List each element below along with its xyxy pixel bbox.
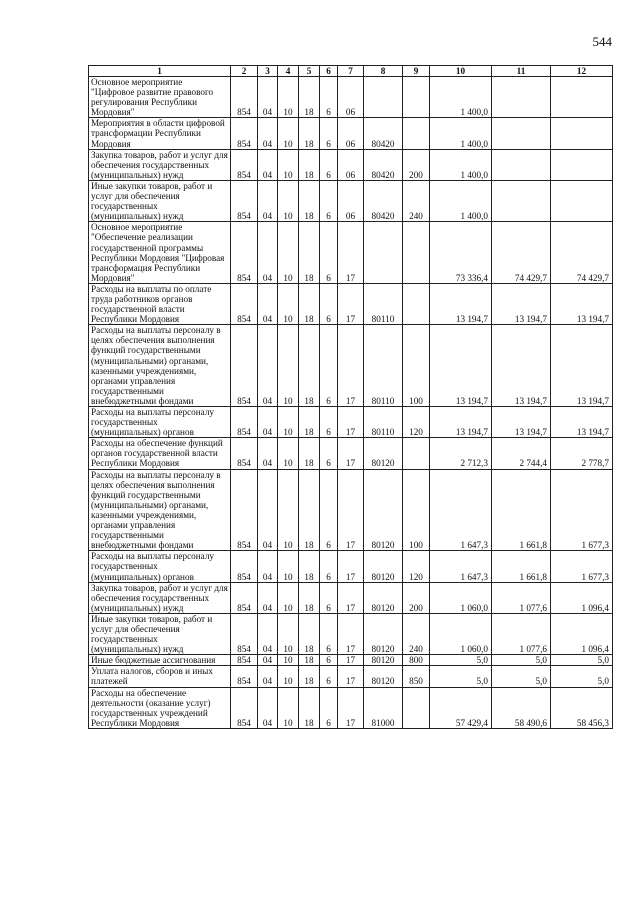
amount-cell: 5,0 (492, 655, 551, 666)
code-cell: 04 (258, 655, 278, 666)
code-cell (403, 118, 430, 149)
amount-cell: 73 336,4 (430, 222, 492, 284)
expense-name-cell: Расходы на обеспечение деятельности (оказание услуг) государственных учреждений Республики Мордовия (89, 687, 231, 728)
amount-cell (551, 180, 613, 221)
code-cell: 240 (403, 613, 430, 654)
amount-cell: 1 661,8 (492, 551, 551, 582)
amount-cell: 2 712,3 (430, 438, 492, 469)
code-cell: 04 (258, 551, 278, 582)
expense-name-cell: Иные закупки товаров, работ и услуг для обеспечения государственных (муниципальных) нужд (89, 180, 231, 221)
code-cell: 80120 (364, 438, 403, 469)
expense-name-cell: Основное мероприятие "Цифровое развитие правового регулирования Республики Мордовия" (89, 77, 231, 118)
code-cell: 17 (338, 551, 364, 582)
code-cell: 10 (278, 582, 299, 613)
amount-cell: 1 096,4 (551, 613, 613, 654)
code-cell (364, 222, 403, 284)
code-cell: 10 (278, 283, 299, 324)
code-cell: 04 (258, 407, 278, 438)
code-cell: 18 (299, 77, 320, 118)
table-row (89, 222, 613, 284)
amount-cell: 1 400,0 (430, 77, 492, 118)
amount-cell: 13 194,7 (492, 407, 551, 438)
amount-cell: 13 194,7 (551, 325, 613, 407)
code-cell: 80420 (364, 118, 403, 149)
code-cell: 10 (278, 222, 299, 284)
code-cell: 10 (278, 325, 299, 407)
code-cell: 06 (338, 118, 364, 149)
amount-cell: 1 096,4 (551, 582, 613, 613)
code-cell: 6 (320, 222, 338, 284)
amount-cell: 58 456,3 (551, 687, 613, 728)
code-cell: 6 (320, 666, 338, 687)
code-cell: 18 (299, 118, 320, 149)
table-row (89, 666, 613, 687)
code-cell: 18 (299, 222, 320, 284)
amount-cell: 1 647,3 (430, 551, 492, 582)
code-cell: 17 (338, 655, 364, 666)
amount-cell: 1 661,8 (492, 469, 551, 551)
code-cell: 17 (338, 222, 364, 284)
code-cell: 6 (320, 118, 338, 149)
amount-cell (492, 77, 551, 118)
expense-name-cell: Расходы на обеспечение функций органов государственной власти Республики Мордовия (89, 438, 231, 469)
table-row (89, 469, 613, 551)
amount-cell: 1 077,6 (492, 613, 551, 654)
table-row (89, 687, 613, 728)
code-cell: 17 (338, 407, 364, 438)
expense-name-cell: Закупка товаров, работ и услуг для обеспечения государственных (муниципальных) нужд (89, 582, 231, 613)
code-cell: 854 (231, 325, 258, 407)
code-cell: 854 (231, 655, 258, 666)
code-cell: 80120 (364, 582, 403, 613)
column-header-2: 2 (231, 66, 258, 77)
amount-cell: 1 400,0 (430, 149, 492, 180)
amount-cell: 57 429,4 (430, 687, 492, 728)
amount-cell (551, 118, 613, 149)
amount-cell: 5,0 (430, 655, 492, 666)
code-cell (403, 77, 430, 118)
code-cell: 6 (320, 655, 338, 666)
amount-cell: 13 194,7 (430, 325, 492, 407)
code-cell: 18 (299, 655, 320, 666)
code-cell: 10 (278, 655, 299, 666)
table-row (89, 551, 613, 582)
code-cell: 854 (231, 551, 258, 582)
code-cell: 04 (258, 582, 278, 613)
code-cell: 81000 (364, 687, 403, 728)
code-cell: 10 (278, 77, 299, 118)
code-cell: 80110 (364, 283, 403, 324)
amount-cell: 1 647,3 (430, 469, 492, 551)
code-cell: 06 (338, 77, 364, 118)
code-cell: 80120 (364, 655, 403, 666)
column-header-7: 7 (338, 66, 364, 77)
code-cell: 10 (278, 687, 299, 728)
code-cell: 100 (403, 325, 430, 407)
code-cell: 6 (320, 180, 338, 221)
expense-name-cell: Уплата налогов, сборов и иных платежей (89, 666, 231, 687)
code-cell: 80110 (364, 325, 403, 407)
code-cell: 18 (299, 325, 320, 407)
expense-name-cell: Мероприятия в области цифровой трансформации Республики Мордовия (89, 118, 231, 149)
code-cell: 850 (403, 666, 430, 687)
table-row (89, 77, 613, 118)
amount-cell: 1 060,0 (430, 613, 492, 654)
code-cell: 80120 (364, 469, 403, 551)
code-cell: 6 (320, 325, 338, 407)
amount-cell (492, 118, 551, 149)
amount-cell: 13 194,7 (492, 325, 551, 407)
table-row (89, 438, 613, 469)
code-cell: 10 (278, 118, 299, 149)
code-cell: 04 (258, 149, 278, 180)
code-cell: 200 (403, 582, 430, 613)
amount-cell: 1 400,0 (430, 118, 492, 149)
amount-cell: 1 060,0 (430, 582, 492, 613)
expense-name-cell: Иные бюджетные ассигнования (89, 655, 231, 666)
amount-cell: 74 429,7 (551, 222, 613, 284)
code-cell: 80120 (364, 666, 403, 687)
amount-cell: 5,0 (492, 666, 551, 687)
amount-cell: 13 194,7 (551, 283, 613, 324)
amount-cell: 74 429,7 (492, 222, 551, 284)
code-cell: 04 (258, 666, 278, 687)
code-cell: 854 (231, 582, 258, 613)
code-cell: 10 (278, 469, 299, 551)
code-cell: 10 (278, 613, 299, 654)
column-header-6: 6 (320, 66, 338, 77)
amount-cell: 5,0 (551, 666, 613, 687)
code-cell: 854 (231, 118, 258, 149)
table-row (89, 325, 613, 407)
code-cell: 120 (403, 407, 430, 438)
code-cell: 18 (299, 438, 320, 469)
code-cell: 6 (320, 687, 338, 728)
column-header-4: 4 (278, 66, 299, 77)
expense-name-cell: Расходы на выплаты персоналу в целях обеспечения выполнения функций государственными (муниципальными) органами, казенными учреждениями, органами управления государственными внебюджетными фондами (89, 325, 231, 407)
code-cell: 17 (338, 283, 364, 324)
code-cell (403, 283, 430, 324)
expense-name-cell: Расходы на выплаты персоналу в целях обеспечения выполнения функций государственными (муниципальными) органами, казенными учреждениями, органами управления государственными внебюджетными фондами (89, 469, 231, 551)
code-cell: 6 (320, 551, 338, 582)
code-cell: 17 (338, 582, 364, 613)
code-cell: 6 (320, 283, 338, 324)
code-cell: 854 (231, 180, 258, 221)
code-cell: 10 (278, 149, 299, 180)
table-row (89, 149, 613, 180)
table-row (89, 582, 613, 613)
table-body (89, 77, 613, 729)
code-cell: 854 (231, 283, 258, 324)
expense-name-cell: Закупка товаров, работ и услуг для обеспечения государственных (муниципальных) нужд (89, 149, 231, 180)
code-cell: 18 (299, 407, 320, 438)
code-cell: 06 (338, 180, 364, 221)
code-cell: 04 (258, 222, 278, 284)
code-cell: 18 (299, 687, 320, 728)
expense-name-cell: Иные закупки товаров, работ и услуг для обеспечения государственных (муниципальных) нужд (89, 613, 231, 654)
code-cell: 240 (403, 180, 430, 221)
column-header-11: 11 (492, 66, 551, 77)
column-header-1: 1 (89, 66, 231, 77)
code-cell: 17 (338, 325, 364, 407)
code-cell: 04 (258, 687, 278, 728)
code-cell: 17 (338, 666, 364, 687)
column-header-12: 12 (551, 66, 613, 77)
table-row (89, 655, 613, 666)
code-cell: 6 (320, 77, 338, 118)
amount-cell (492, 149, 551, 180)
code-cell: 18 (299, 283, 320, 324)
code-cell (364, 77, 403, 118)
code-cell: 18 (299, 613, 320, 654)
column-header-5: 5 (299, 66, 320, 77)
amount-cell: 1 077,6 (492, 582, 551, 613)
code-cell: 17 (338, 438, 364, 469)
amount-cell: 1 677,3 (551, 469, 613, 551)
amount-cell: 5,0 (551, 655, 613, 666)
code-cell: 200 (403, 149, 430, 180)
code-cell: 10 (278, 180, 299, 221)
code-cell: 04 (258, 77, 278, 118)
code-cell: 854 (231, 438, 258, 469)
code-cell: 80420 (364, 180, 403, 221)
amount-cell: 5,0 (430, 666, 492, 687)
table-row (89, 283, 613, 324)
code-cell: 18 (299, 149, 320, 180)
page-number: 544 (592, 34, 612, 49)
table-row (89, 407, 613, 438)
code-cell: 04 (258, 325, 278, 407)
table-row (89, 180, 613, 221)
code-cell: 80120 (364, 613, 403, 654)
code-cell: 18 (299, 180, 320, 221)
amount-cell (492, 180, 551, 221)
code-cell: 10 (278, 551, 299, 582)
table-row (89, 613, 613, 654)
amount-cell: 1 677,3 (551, 551, 613, 582)
code-cell: 04 (258, 438, 278, 469)
expense-name-cell: Расходы на выплаты по оплате труда работников органов государственной власти Республики Мордовия (89, 283, 231, 324)
code-cell: 18 (299, 582, 320, 613)
column-header-9: 9 (403, 66, 430, 77)
code-cell: 17 (338, 469, 364, 551)
code-cell: 854 (231, 222, 258, 284)
code-cell: 100 (403, 469, 430, 551)
code-cell: 800 (403, 655, 430, 666)
amount-cell: 2 744,4 (492, 438, 551, 469)
amount-cell: 58 490,6 (492, 687, 551, 728)
expense-name-cell: Основное мероприятие "Обеспечение реализации государственной программы Республики Мордовия "Цифровая трансформация Республики Мордовия" (89, 222, 231, 284)
code-cell: 6 (320, 469, 338, 551)
amount-cell: 2 778,7 (551, 438, 613, 469)
code-cell: 80120 (364, 551, 403, 582)
code-cell: 854 (231, 407, 258, 438)
code-cell: 120 (403, 551, 430, 582)
code-cell: 80110 (364, 407, 403, 438)
code-cell: 854 (231, 77, 258, 118)
code-cell: 6 (320, 407, 338, 438)
column-header-10: 10 (430, 66, 492, 77)
code-cell: 854 (231, 687, 258, 728)
expense-name-cell: Расходы на выплаты персоналу государственных (муниципальных) органов (89, 407, 231, 438)
amount-cell: 13 194,7 (492, 283, 551, 324)
budget-table (88, 65, 613, 729)
code-cell: 04 (258, 613, 278, 654)
code-cell: 04 (258, 180, 278, 221)
code-cell: 80420 (364, 149, 403, 180)
expense-name-cell: Расходы на выплаты персоналу государственных (муниципальных) органов (89, 551, 231, 582)
code-cell: 10 (278, 666, 299, 687)
code-cell: 18 (299, 469, 320, 551)
code-cell: 04 (258, 118, 278, 149)
code-cell: 04 (258, 283, 278, 324)
code-cell: 06 (338, 149, 364, 180)
code-cell: 6 (320, 149, 338, 180)
code-cell: 854 (231, 666, 258, 687)
code-cell: 18 (299, 551, 320, 582)
code-cell: 04 (258, 469, 278, 551)
code-cell: 18 (299, 666, 320, 687)
amount-cell (551, 149, 613, 180)
code-cell: 10 (278, 407, 299, 438)
amount-cell (551, 77, 613, 118)
column-header-3: 3 (258, 66, 278, 77)
code-cell: 6 (320, 613, 338, 654)
amount-cell: 13 194,7 (430, 283, 492, 324)
code-cell: 854 (231, 469, 258, 551)
code-cell: 17 (338, 613, 364, 654)
code-cell (403, 222, 430, 284)
code-cell: 17 (338, 687, 364, 728)
table-header-row (89, 66, 613, 77)
amount-cell: 1 400,0 (430, 180, 492, 221)
code-cell: 10 (278, 438, 299, 469)
code-cell: 6 (320, 582, 338, 613)
table-row (89, 118, 613, 149)
code-cell: 854 (231, 149, 258, 180)
code-cell (403, 438, 430, 469)
amount-cell: 13 194,7 (430, 407, 492, 438)
code-cell: 854 (231, 613, 258, 654)
amount-cell: 13 194,7 (551, 407, 613, 438)
code-cell: 6 (320, 438, 338, 469)
column-header-8: 8 (364, 66, 403, 77)
code-cell (403, 687, 430, 728)
